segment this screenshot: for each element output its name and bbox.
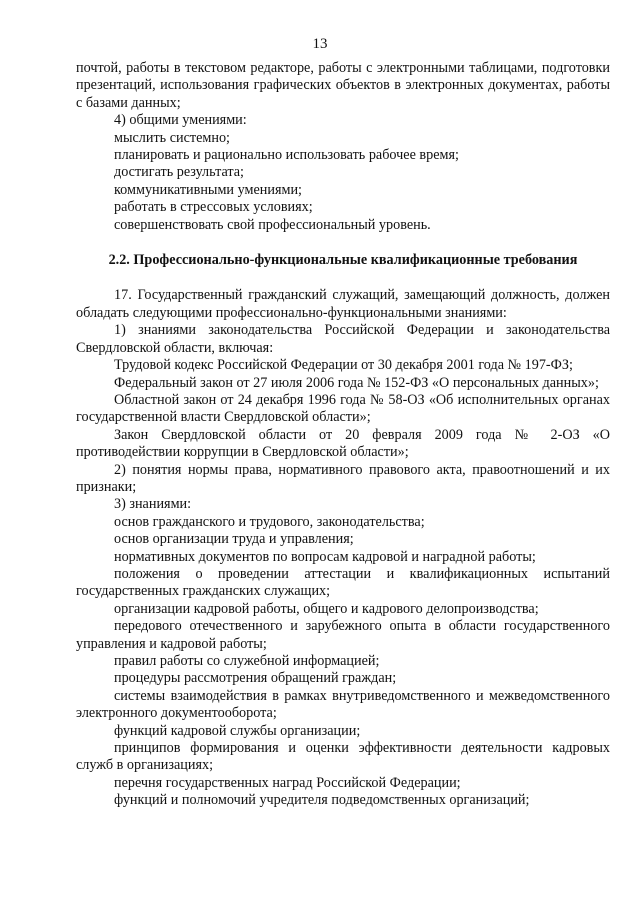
paragraph: почтой, работы в текстовом редакторе, работы с электронными таблицами, подготовки презентаций, использования графических объектов в электронных документах, работы с базами данных; <box>76 60 610 111</box>
document-body <box>76 60 610 810</box>
list-item: работать в стрессовых условиях; <box>114 199 313 216</box>
list-item: Областной закон от 24 декабря 1996 года № 58-ОЗ «Об исполнительных органах государственной власти Свердловской области»; <box>76 391 610 426</box>
list-item: планировать и рационально использовать рабочее время; <box>114 147 459 164</box>
list-item: положения о проведении аттестации и квалификационных испытаний государственных гражданских служащих; <box>76 565 610 600</box>
list-item: основ гражданского и трудового, законодательства; <box>114 513 425 530</box>
list-item: Закон Свердловской области от 20 февраля 2009 года № 2-ОЗ «О противодействии коррупции в Свердловской области»; <box>76 426 610 461</box>
list-item: нормативных документов по вопросам кадровой и наградной работы; <box>114 548 536 565</box>
list-item: достигать результата; <box>114 164 244 181</box>
list-item: Федеральный закон от 27 июля 2006 года № 152-ФЗ «О персональных данных»; <box>114 374 599 391</box>
paragraph: 1) знаниями законодательства Российской Федерации и законодательства Свердловской области, включая: <box>76 322 610 356</box>
page-number: 13 <box>312 36 328 52</box>
list-item: функций кадровой службы организации; <box>114 722 361 739</box>
paragraph: 17. Государственный гражданский служащий, замещающий должность, должен обладать следующими профессионально-функциональными знаниями: <box>76 287 610 321</box>
list-item: организации кадровой работы, общего и кадрового делопроизводства; <box>114 600 539 617</box>
list-item: перечня государственных наград Российской Федерации; <box>114 774 461 791</box>
list-item: коммуникативными умениями; <box>114 181 302 198</box>
paragraph: 3) знаниями: <box>114 496 192 513</box>
list-item: системы взаимодействия в рамках внутриведомственного и межведомственного электронного документооборота; <box>76 687 610 722</box>
list-item: принципов формирования и оценки эффективности деятельности кадровых служб в организациях; <box>76 740 610 774</box>
paragraph: 2) понятия нормы права, нормативного правового акта, правоотношений и их признаки; <box>76 461 610 495</box>
list-item: Трудовой кодекс Российской Федерации от 30 декабря 2001 года № 197-ФЗ; <box>114 357 573 374</box>
section-heading: 2.2. Профессионально-функциональные квалификационные требования <box>108 252 578 269</box>
paragraph: 4) общими умениями: <box>114 112 247 129</box>
list-item: совершенствовать свой профессиональный уровень. <box>114 216 431 233</box>
list-item: процедуры рассмотрения обращений граждан; <box>114 670 397 687</box>
list-item: основ организации труда и управления; <box>114 531 354 548</box>
list-item: мыслить системно; <box>114 129 230 146</box>
list-item: правил работы со служебной информацией; <box>114 653 380 669</box>
list-item: передового отечественного и зарубежного опыта в области государственного управления и кадровой работы; <box>76 618 610 652</box>
list-item: функций и полномочий учредителя подведомственных организаций; <box>114 792 530 809</box>
